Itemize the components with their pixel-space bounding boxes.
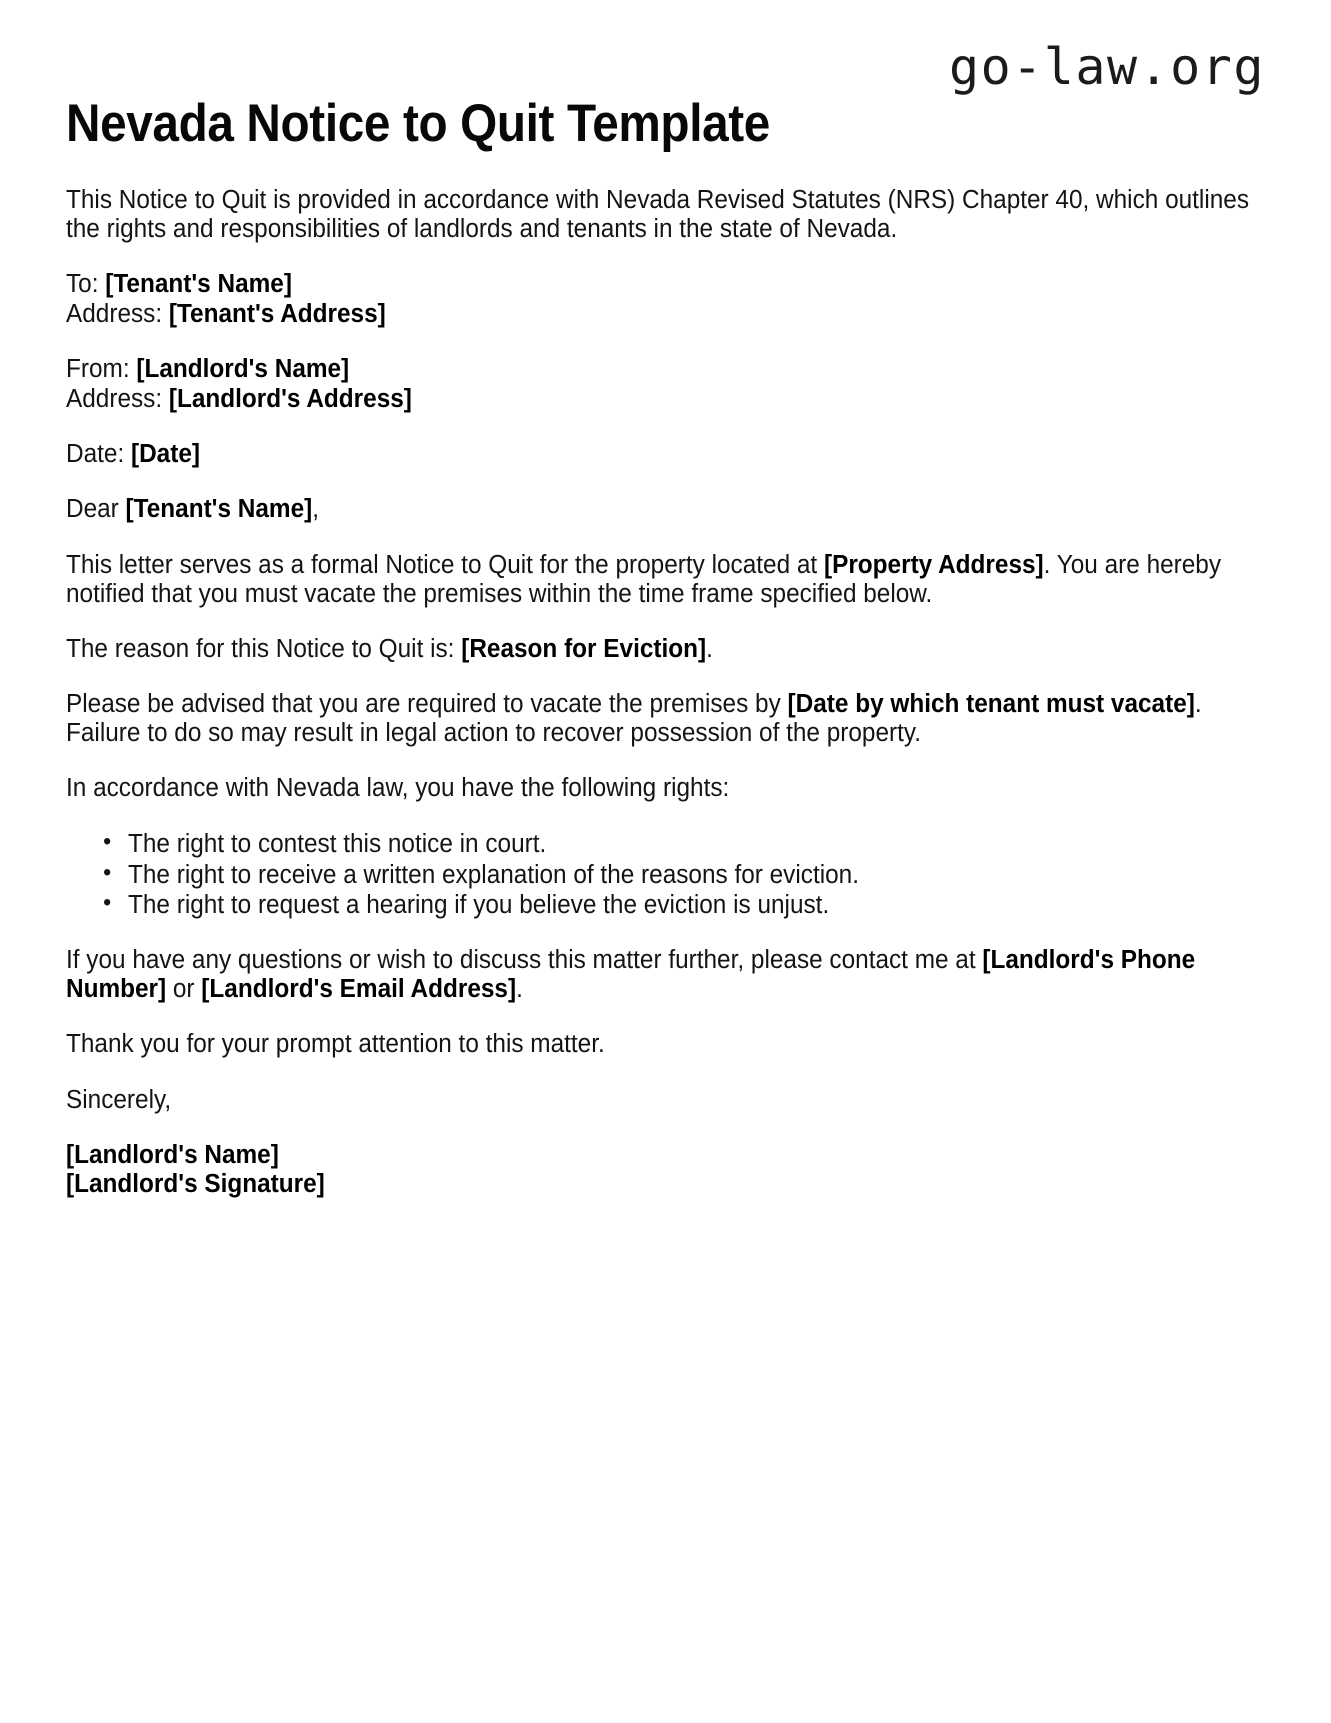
salutation-prefix: Dear — [66, 495, 126, 524]
page-title: Nevada Notice to Quit Template — [66, 94, 770, 153]
landlord-address-field: [Landlord's Address] — [168, 384, 412, 413]
salutation-line — [66, 495, 1211, 524]
date-line — [66, 440, 1211, 469]
tenant-name-field: [Tenant's Name] — [105, 270, 292, 299]
notice-part-1: This letter serves as a formal Notice to Quit for the property located at — [66, 550, 824, 579]
reason-part-1: The reason for this Notice to Quit is: — [66, 635, 462, 664]
list-item: • The right to contest this notice in court. — [128, 829, 1214, 859]
site-logo-text: go-law.org — [948, 38, 1265, 96]
recipient-name-line — [66, 270, 1211, 299]
reason-part-2: . — [706, 635, 713, 664]
intro-paragraph: This Notice to Quit is provided in accordance with Nevada Revised Statutes (NRS) Chapter 40, which outlines the rights and responsibilities of landlords and tenants in the state of Nevada. — [66, 186, 1250, 244]
to-label: To: — [66, 270, 106, 299]
sender-address-label: Address: — [66, 384, 169, 413]
landlord-email-field: [Landlord's Email Address] — [201, 975, 517, 1004]
brand-header — [66, 0, 1265, 96]
contact-paragraph — [66, 946, 1263, 1004]
signature-block — [66, 1141, 1265, 1200]
contact-part-1: If you have any questions or wish to discuss this matter further, please contact me at — [66, 946, 983, 975]
recipient-address-label: Address: — [66, 299, 169, 328]
vacate-part-2: . Failure to do so may result in legal action to recover possession of the property. — [66, 690, 1202, 748]
tenant-rights-list — [66, 829, 1265, 920]
contact-part-2: or — [166, 975, 202, 1004]
sender-block — [66, 355, 1265, 414]
salutation-tenant-name-field: [Tenant's Name] — [125, 495, 313, 524]
rights-intro-paragraph: In accordance with Nevada law, you have the following rights: — [66, 774, 730, 803]
vacate-date-field: [Date by which tenant must vacate] — [787, 690, 1195, 719]
list-item: • The right to request a hearing if you believe the eviction is unjust. — [128, 890, 1214, 920]
date-label: Date: — [66, 440, 131, 469]
vacate-paragraph — [66, 690, 1263, 748]
contact-part-3: . — [516, 975, 523, 1004]
from-label: From: — [66, 355, 137, 384]
notice-part-2: . You are hereby notified that you must vacate the premises within the time frame specified below. — [66, 550, 1222, 608]
date-block — [66, 440, 1265, 469]
closing-line: Sincerely, — [66, 1085, 172, 1114]
salutation-block — [66, 495, 1265, 524]
vacate-part-1: Please be advised that you are required to vacate the premises by — [66, 690, 788, 719]
salutation-suffix: , — [312, 495, 320, 524]
sender-name-line — [66, 355, 1211, 384]
list-item: • The right to receive a written explanation of the reasons for eviction. — [128, 860, 1214, 890]
sender-address-line — [66, 385, 1211, 414]
recipient-address-line — [66, 300, 1211, 329]
reason-paragraph — [66, 635, 1263, 664]
tenant-address-field: [Tenant's Address] — [168, 299, 386, 328]
thanks-paragraph: Thank you for your prompt attention to this matter. — [66, 1030, 605, 1059]
landlord-phone-field: [Landlord's Phone Number] — [66, 946, 1196, 1004]
recipient-block — [66, 270, 1265, 329]
signature-landlord-name: [Landlord's Name] — [66, 1140, 279, 1169]
date-field: [Date] — [130, 440, 200, 469]
signature-landlord-signature: [Landlord's Signature] — [66, 1170, 325, 1199]
notice-paragraph — [66, 551, 1263, 609]
landlord-name-field: [Landlord's Name] — [136, 355, 350, 384]
reason-for-eviction-field: [Reason for Eviction] — [461, 635, 707, 664]
property-address-field: [Property Address] — [823, 550, 1044, 579]
